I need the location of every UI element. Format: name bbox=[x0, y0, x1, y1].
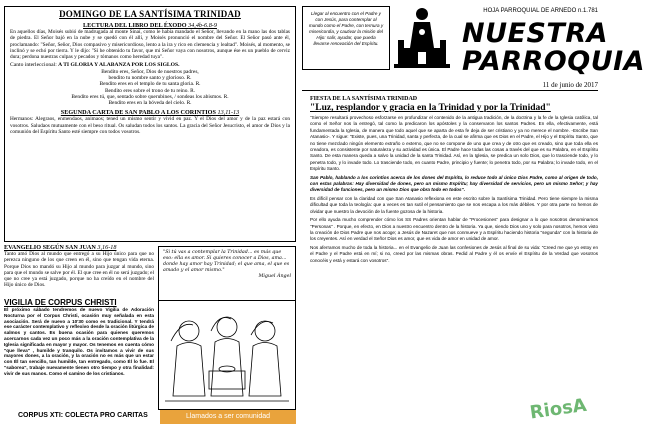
canto-label: Canto interleccional: bbox=[10, 62, 57, 69]
first-reading-text: En aquellos días, Moisés subió de madrugada al monte Sinaí, como le había mandado el Señor, llevando en la mano las dos tablas de piedra. El Señor bajó en la nube y se quedó con él allí, y Moisés pronunció el nombre del Señor. El Señor pasó ante él, proclamando: "Señor, Señor, Dios compasivo y misericordioso, lento a la ira y rico en clemencia y lealtad". Moisés, al momento, se inclinó y se echó por tierra. Y le dijo: "Si he obtenido tu favor, que mi Señor vaya con nosotros, aunque ése es un pueblo de cerviz dura; perdona nuestras culpas y pecados y tómanos como heredad tuya". bbox=[10, 29, 290, 61]
canto-line: Bendito eres, Señor, Dios de nuestros padres, bbox=[101, 69, 199, 76]
canto-line: Bendito eres sobre el trono de tu reino. R. bbox=[104, 87, 196, 94]
trinity-icon bbox=[159, 301, 295, 409]
trinity-illustration bbox=[158, 300, 296, 410]
comunidad-banner: Llamados a ser comunidad bbox=[160, 410, 296, 424]
handwritten-quote: "Si tú vas a contemplar la Trinidad... es más que eso: ella es amor. Si quieres conocer a Dios, ama... donde hay amor hay Trinidad; el que ama, el que es amado y el amor mismo." bbox=[163, 250, 290, 273]
first-reading-heading bbox=[10, 22, 290, 29]
right-column bbox=[302, 4, 645, 424]
second-reading-heading bbox=[10, 109, 290, 116]
church-logo bbox=[394, 4, 450, 70]
church-icon bbox=[394, 4, 450, 70]
issue-date: 11 de junio de 2017 bbox=[542, 81, 598, 89]
gospel-heading bbox=[4, 244, 154, 251]
vigilia-text: El próximo sábado tendremos de nuevo Vigilia de Adoración Nocturna por el Corpus Christi, ocasión muy señalada en esta asociación. Será de nuevo a 10'30 como es tradicional. Y tendrá ese carácter contemplativo y reflexivo desde la oración litúrgica de salmos y cantos. Es buena ocasión para quienes queremos acercarnos cada vez un poco más a la oración contemplativa de la Iglesia significada en mayor y mayor. Os tenemos en cuenta cómo "que lleva" , humilde y tranquilo. Os invitamos a vivir de sus mayores dones, a la oración, y la oración no es más que un estar con Él tan sencillo, tan humilde, tan entregado, como Él lo fue. El "saborea", trabaje nuevamente tienen otro tiempo y otra finalidad: vivir de sus manos. Como el camino de los cristianos. bbox=[4, 307, 154, 376]
bulletin-number: HOJA PARROQUIAL DE ARNEDO n.1.781 bbox=[483, 8, 598, 14]
canto-line: Bendito eres en el templo de tu santa gloria. R. bbox=[99, 81, 201, 88]
second-reading-title: SEGUNDA CARTA DE SAN PABLO A LOS CORINTIOS bbox=[60, 109, 216, 117]
article-paragraph: Es difícil pensar con la claridad con que San Atanasio reflexiona en este escrito sobre la Santísima Trinidad. Pero tiene siempre la misma dificultad que toda la teología: que a veces es tan sutil el pensamiento que se nos escapa a los más débiles. Y por otra parte no hemos de olvidar que nuestro la devoción de la fuente gozosa de la historia. bbox=[310, 195, 598, 214]
gospel-text-block bbox=[4, 244, 154, 289]
first-reading-title: LECTURA DEL LIBRO DEL ÉXODO bbox=[83, 22, 187, 29]
masthead-divider bbox=[302, 90, 598, 91]
readings-box bbox=[4, 6, 296, 242]
gospel-ref: 3,16-18 bbox=[97, 244, 117, 251]
left-column bbox=[4, 6, 296, 424]
intro-quote-box: Llegar al encuentro con el Padre y con Jesús, para contemplar al mundo como el Padre, con ternura y misericordia, y cautivar la misión del Hijo: salir, ayudar, que pueda llevarse renovación del Espíritu. bbox=[302, 6, 390, 70]
readings-title: DOMINGO DE LA SANTÍSIMA TRINIDAD bbox=[59, 9, 241, 19]
gospel-text: Tanto amó Dios al mundo que entregó a su Hijo único para que no perezca ninguno de los que creen en él, sino que tengan vida eterna. Porque Dios no mandó su Hijo al mundo para juzgar al mundo, sino para que el mundo se salve por él. El que cree en él no será juzgado; el que no cree ya está juzgado, porque no ha creído en el nombre del Hijo único de Dios. bbox=[4, 251, 154, 289]
handwritten-quote-box bbox=[158, 246, 296, 302]
first-reading-ref: 34,4b-6.8-9 bbox=[188, 22, 217, 29]
article-paragraph: Nos aferramos mucho de toda la historia... en el Evangelio de Juan las confesiones de Jesús al final de su vida: "Creed me que yo estoy en el Padre y el Padre está en mí; si no, creed por las mismas obras. Pedid al Padre y él os envíe el Espíritu de la Verdad que vosotros conocéis y está y estará con vosotros". bbox=[310, 244, 598, 263]
masthead-line-1: NUESTRA bbox=[462, 18, 609, 49]
quote-author: Miguel Ángel bbox=[258, 274, 291, 279]
canto-line: Bendito eres tú, que, sentado sobre querubines, / sondeas los abismos. R. bbox=[71, 93, 229, 100]
canto-line: bendito tu nombre santo y glorioso. R. bbox=[108, 75, 192, 82]
article-headline: "Luz, resplandor y gracia en la Trinidad y por la Trinidad" bbox=[310, 103, 551, 113]
watermark-stamp: RiosA bbox=[528, 394, 588, 424]
second-reading-text: Hermanos: Alegraos, enmendaos, animaos; tened un mismo sentir y vivid en paz. Y el Dios del amor y de la paz estará con vosotros. Saludaos mutuamente con el beso ritual. Os saludan todos los santos. La gracia del Señor Jesucristo, el amor de Dios y la comunión del Espíritu Santo esté siempre con todos vosotros. bbox=[10, 116, 290, 135]
canto-interleccional bbox=[10, 62, 290, 69]
article-kicker: FIESTA DE LA SANTÍSIMA TRINIDAD bbox=[310, 96, 418, 102]
canto-line: Bendito eres en la bóveda del cielo. R. bbox=[108, 100, 192, 107]
article-paragraph: Por ello ayuda mucho comprender cómo los SS Padres orientan hablar de "Procesiones" para designar a lo que nosotros denominamos "Personas" . Porque, en efecto, en Dios a nuestro encuentro dentro de la historia. Ya que, siendo Dios uno y solo para nosotros, hemos visto la creación de Dios Padre que nos acoge; a Jesús de Nazaret que nos conmueve y a Espíritu haciendo historia "segunda" con la historia de los creyentes. Así en verdad el Señor Dios es amor, que es vida de amor en unidad de amor. bbox=[310, 217, 598, 242]
main-article bbox=[310, 96, 598, 264]
vigilia-section bbox=[4, 298, 154, 410]
gospel-section bbox=[4, 244, 296, 302]
colecta-footer: CORPUS XTI: COLECTA PRO CARITAS bbox=[18, 412, 148, 419]
canto-lines bbox=[10, 69, 290, 106]
article-paragraph: "Siempre resultará provechoso esforzarse en profundizar el contenido de la antigua tradición, de la doctrina y la fe de la Iglesia católica, tal como el Señor nos la entregó, tal como la predicaron los apóstoles y la conservaron los santos Padres. En ella, efectivamente, está fundamentada la Iglesia, de manera que todo aquel que se aparta de esta fe deja de ser cristiano y ya no merece el nombre. -Escribe San Atanasio-. Y sigue: "Existe, pues, una Trinidad, santa y perfecta, de la cual se afirma que es Dios en el Padre, el Hijo y el Espíritu Santo, que no tiene mezclado ningún elemento extraño o externo, que no se compone de uno que crea y de otro que es creado, sino que toda ella es creadora, es consistente por naturaleza y su actividad es única. El Padre hace todas las cosas a través del que es su Palabra, en el Espíritu Santo. De esta manera queda a salvo la unidad de la santa Trinidad. Así, en la Iglesia, se predica un solo Dios, que lo trasciende todo, y lo penetra todo, y lo invade todo. Lo trasciende todo, en cuanto Padre, principio y fuente; lo penetra todo, por su Palabra; lo invade todo, en el Espíritu Santo. bbox=[310, 115, 598, 172]
second-reading-ref: 13,11-13 bbox=[217, 109, 240, 117]
canto-title: A TI GLORIA Y ALABANZA POR LOS SIGLOS. bbox=[58, 62, 180, 69]
masthead-line-2: PARROQUIA bbox=[462, 46, 645, 77]
article-paragraph: San Pablo, hablando a los corintios acerca de los dones del Espíritu, lo reduce todo al único Dios Padre, como al origen de todo, con estas palabras: Hay diversidad de dones, pero un mismo Espíritu; hay diversidad de servicios, pero un mismo Señor; y hay diversidad de funciones, pero un mismo Dios que obra todo en todos". bbox=[310, 174, 598, 193]
gospel-title: EVANGELIO SEGÚN SAN JUAN bbox=[4, 244, 96, 251]
vigilia-title: VIGILIA DE CORPUS CHRISTI bbox=[4, 298, 117, 307]
